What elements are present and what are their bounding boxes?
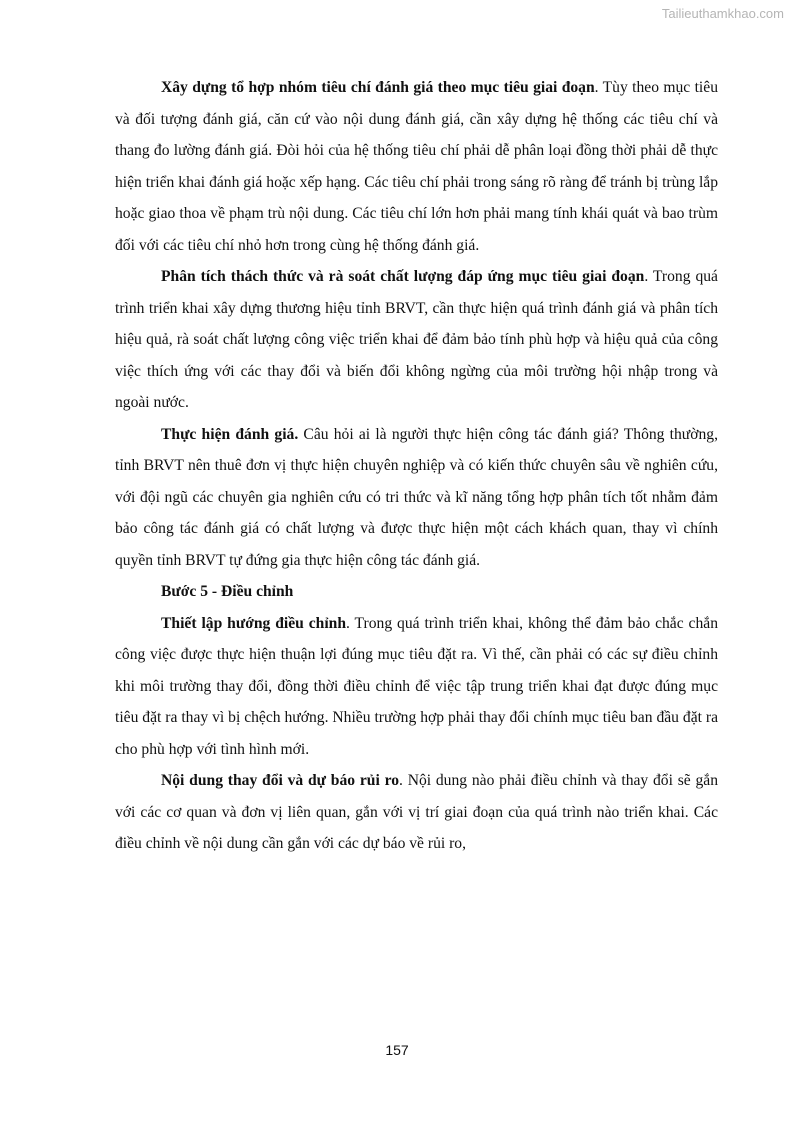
paragraph-lead: Nội dung thay đổi và dự báo rủi ro [161,772,400,789]
watermark: Tailieuthamkhao.com [661,6,784,21]
paragraph-evaluation [115,419,718,577]
page-number: 157 [385,1042,409,1058]
paragraph-text: . Tùy theo mục tiêu và đối tượng đánh giá, căn cứ vào nội dung đánh giá, cần xây dựng hệ thống các tiêu chí và thang đo lường đánh giá. Đòi hỏi của hệ thống tiêu chí phải dễ phân loại đồng thời phải dễ thực hiện triển khai đánh giá hoặc xếp hạng. Các tiêu chí phải trong sáng rõ ràng để tránh bị trùng lắp hoặc giao thoa về phạm trù nội dung. Các tiêu chí lớn hơn phải mang tính khái quát và bao trùm đối với các tiêu chí nhỏ hơn trong cùng hệ thống đánh giá. [115,79,718,254]
paragraph-lead: Xây dựng tổ hợp nhóm tiêu chí đánh giá theo mục tiêu giai đoạn [161,79,595,96]
paragraph-lead: Phân tích thách thức và rà soát chất lượng đáp ứng mục tiêu giai đoạn [161,268,645,285]
paragraph-lead: Thiết lập hướng điều chỉnh [161,614,347,632]
paragraph-text: . Nội dung nào phải điều chỉnh và thay đổi sẽ gắn với các cơ quan và đơn vị liên quan, gắn với vị trí giai đoạn của quá trình nào triển khai. Các điều chỉnh về nội dung cần gắn với các dự báo về rủi ro, [115,772,718,852]
paragraph-adjustment-direction [115,608,718,766]
document-body [115,72,718,860]
step-heading: Bước 5 - Điều chỉnh [161,583,294,600]
paragraph-risk-forecast [115,765,718,860]
paragraph-challenges [115,261,718,419]
paragraph-lead: Thực hiện đánh giá. [161,425,299,443]
paragraph-text: Câu hỏi ai là người thực hiện công tác đánh giá? Thông thường, tỉnh BRVT nên thuê đơn vị thực hiện chuyên nghiệp và có kiến thức chuyên sâu về nghiên cứu, với đội ngũ các chuyên gia nghiên cứu có tri thức và kĩ năng tổng hợp phân tích tốt nhằm đảm bảo công tác đánh giá có chất lượng và được thực hiện một cách khách quan, thay vì chính quyền tỉnh BRVT tự đứng gia thực hiện công tác đánh giá. [115,425,718,569]
paragraph-criteria [115,72,718,261]
paragraph-text: . Trong quá trình triển khai, không thể đảm bảo chắc chắn công việc được thực hiện thuận lợi đúng mục tiêu đặt ra. Vì thế, cần phải có các sự điều chỉnh khi môi trường thay đổi, đồng thời điều chỉnh để việc tập trung triển khai đạt được đúng mục tiêu đặt ra thay vì bị chệch hướng. Nhiều trường hợp phải thay đổi chính mục tiêu ban đầu đặt ra cho phù hợp với tình hình mới. [115,614,718,758]
paragraph-text: . Trong quá trình triển khai xây dựng thương hiệu tỉnh BRVT, cần thực hiện quá trình đánh giá và phân tích hiệu quả, rà soát chất lượng công việc triển khai để đảm bảo tính phù hợp và hiệu quả của công việc thích ứng với các thay đổi và biến đổi không ngừng của môi trường hội nhập trong và ngoài nước. [115,268,718,411]
